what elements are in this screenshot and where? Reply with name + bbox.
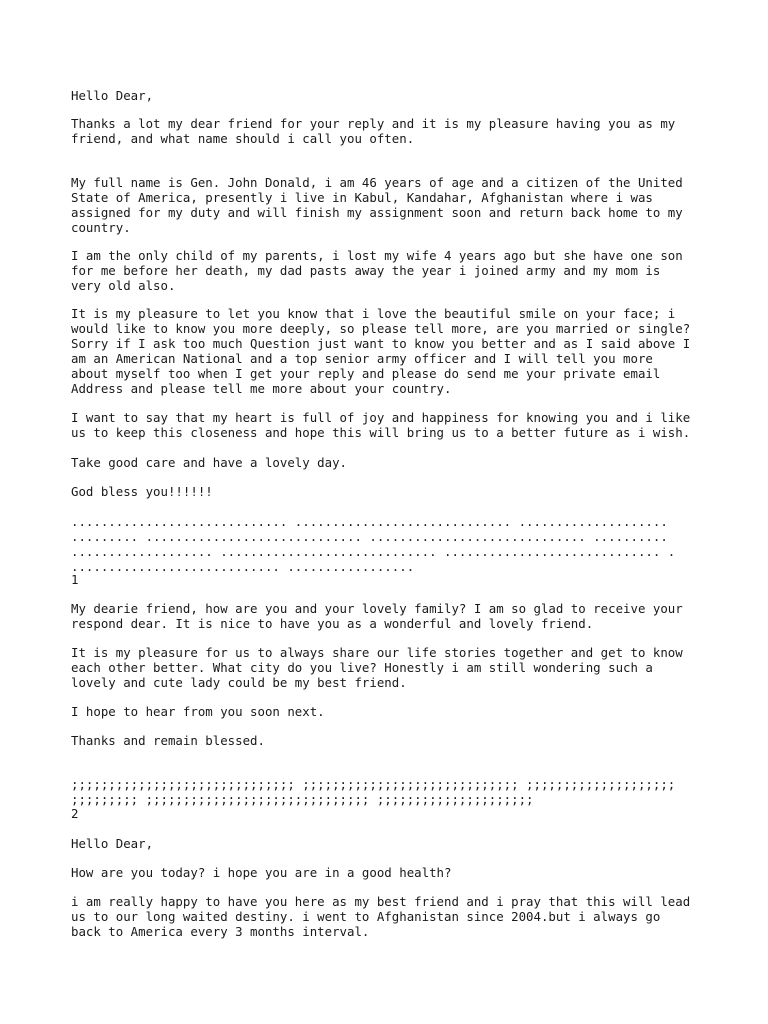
paragraph-line: State of America, presently i live in Kabul, Kandahar, Afghanistan where i was xyxy=(71,190,653,205)
closing-line: Thanks and remain blessed. xyxy=(71,733,265,748)
paragraph-line: respond dear. It is nice to have you as a wonderful and lovely friend. xyxy=(71,616,594,631)
paragraph-line: I hope to hear from you soon next. xyxy=(71,704,325,719)
paragraph-line: How are you today? i hope you are in a good health? xyxy=(71,865,452,880)
paragraph-line: for me before her death, my dad pasts away the year i joined army and my mom is xyxy=(71,263,661,278)
section-number: 2 xyxy=(71,806,79,821)
paragraph-line: us to our long waited destiny. i went to Afghanistan since 2004.but i always go xyxy=(71,909,661,924)
paragraph-line: would like to know you more deeply, so please tell more, are you married or single? xyxy=(71,321,691,336)
paragraph-line: i am really happy to have you here as my best friend and i pray that this will lead xyxy=(71,894,691,909)
paragraph-line: each other better. What city do you live? Honestly i am still wondering such a xyxy=(71,660,653,675)
paragraph-line: lovely and cute lady could be my best friend. xyxy=(71,675,407,690)
paragraph-line: Thanks a lot my dear friend for your reply and it is my pleasure having you as my xyxy=(71,116,676,131)
closing-line: God bless you!!!!!! xyxy=(71,484,213,499)
paragraph-line: My full name is Gen. John Donald, i am 46 years of age and a citizen of the United xyxy=(71,175,683,190)
semicolon-separator: ;;;;;;;;; ;;;;;;;;;;;;;;;;;;;;;;;;;;;;;; ;;;;;;;;;;;;;;;;;;;;; xyxy=(71,792,534,807)
paragraph-line: back to America every 3 months interval. xyxy=(71,924,370,939)
paragraph-line: assigned for my duty and will finish my assignment soon and return back home to my xyxy=(71,205,683,220)
paragraph-line: about myself too when I get your reply and please do send me your private email xyxy=(71,366,661,381)
paragraph-line: Address and please tell me more about your country. xyxy=(71,381,452,396)
paragraph-line: Sorry if I ask too much Question just want to know you better and as I said above I xyxy=(71,336,691,351)
paragraph-line: My dearie friend, how are you and your lovely family? I am so glad to receive your xyxy=(71,601,683,616)
greeting: Hello Dear, xyxy=(71,836,154,851)
paragraph-line: It is my pleasure for us to always share our life stories together and get to know xyxy=(71,645,683,660)
paragraph-line: am an American National and a top senior army officer and I will tell you more xyxy=(71,351,653,366)
paragraph-line: us to keep this closeness and hope this will bring us to a better future as i wish. xyxy=(71,425,691,440)
dotted-separator: ............................ ................. xyxy=(71,559,415,574)
paragraph-line: friend, and what name should i call you often. xyxy=(71,131,415,146)
paragraph-line: I am the only child of my parents, i lost my wife 4 years ago but she have one son xyxy=(71,248,683,263)
paragraph-line: It is my pleasure to let you know that i love the beautiful smile on your face; i xyxy=(71,306,676,321)
dotted-separator: ................... ............................. ............................. . xyxy=(71,544,676,559)
paragraph-line: very old also. xyxy=(71,278,176,293)
dotted-separator: ......... ............................. ............................. .......... xyxy=(71,529,668,544)
greeting: Hello Dear, xyxy=(71,88,154,103)
closing-line: Take good care and have a lovely day. xyxy=(71,455,348,470)
paragraph-line: country. xyxy=(71,220,131,235)
dotted-separator: ............................. ............................. .................... xyxy=(71,514,668,529)
paragraph-line: I want to say that my heart is full of joy and happiness for knowing you and i like xyxy=(71,410,691,425)
section-number: 1 xyxy=(71,572,79,587)
semicolon-separator: ;;;;;;;;;;;;;;;;;;;;;;;;;;;;;; ;;;;;;;;;;;;;;;;;;;;;;;;;;;;; ;;;;;;;;;;;;;;;;;;;; xyxy=(71,777,676,792)
